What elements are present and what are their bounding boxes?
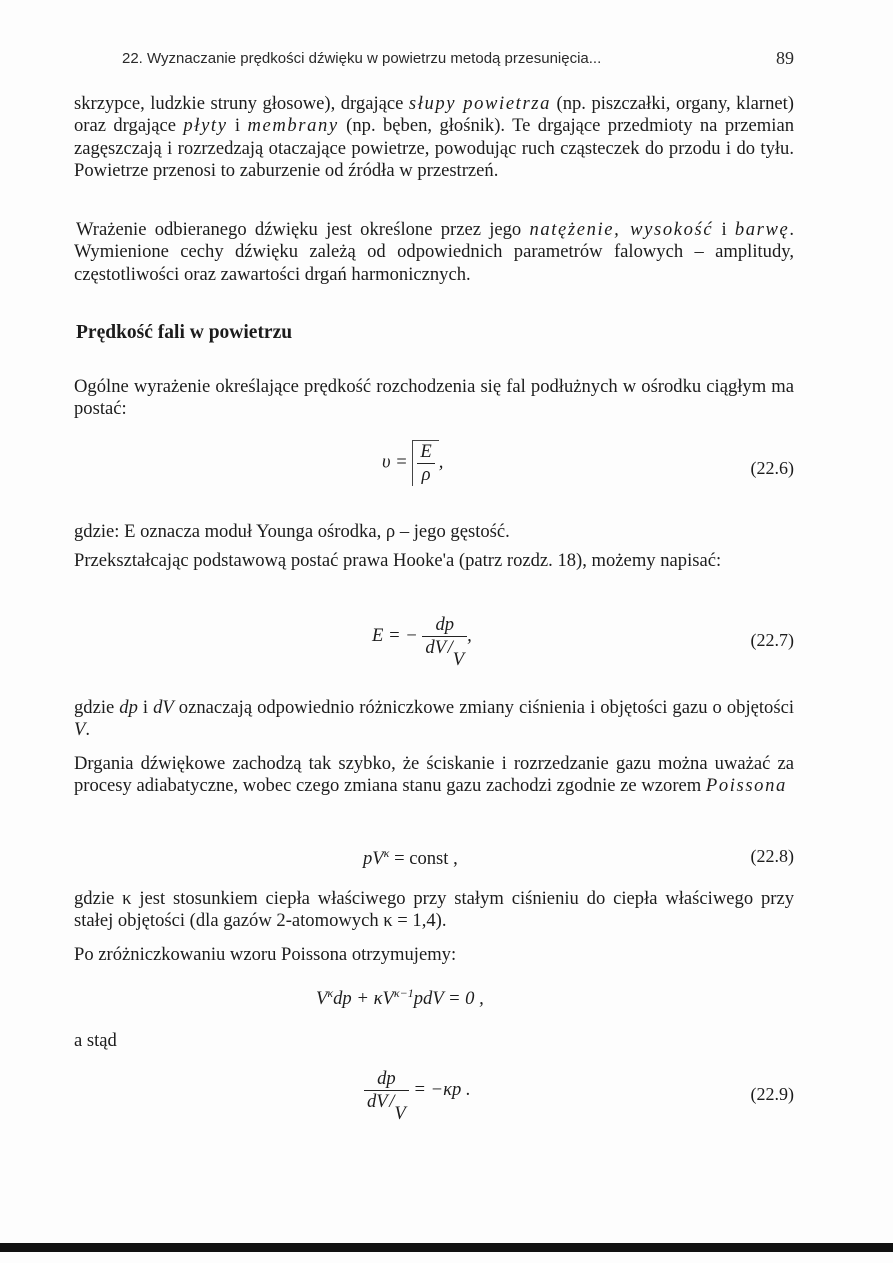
running-header — [122, 48, 794, 72]
emphasis: Poissona — [705, 775, 787, 797]
section-heading: Prędkość fali w powietrzu — [76, 322, 293, 343]
scan-edge-bar — [0, 1243, 893, 1252]
emphasis: membrany — [247, 115, 339, 137]
paragraph-10: a stąd — [74, 1030, 117, 1051]
emphasis: słupy powietrza — [408, 93, 552, 114]
sqrt: $\frac{E}{\rho}$ — [412, 440, 438, 486]
paragraph-6: gdzie dp i dV oznaczają odpowiednio różniczkowe zmiany ciśnienia i objętości gazu o objętości V. — [74, 697, 794, 741]
equation-number: (22.6) — [750, 458, 794, 478]
paragraph-7: Drgania dźwiękowe zachodzą tak szybko, że ściskanie i rozrzedzanie gazu można uważać za procesy adiabatyczne, wobec czego zmiana stanu gazu zachodzi zgodnie ze wzorem Poissona — [74, 753, 794, 797]
paragraph-4: gdzie: E oznacza moduł Younga ośrodka, ρ – jego gęstość. — [74, 521, 510, 542]
equation-22-6: υ = $\frac{E}{\rho}$ , — [382, 441, 444, 485]
paragraph-1: skrzypce, ludzkie struny głosowe), drgające słupy powietrza (np. piszczałki, organy, klarnet) oraz drgające płyty i membrany (np. bęben, głośnik). Te drgające przedmioty na przemian zagęszczają i rozrzedzają otaczające powietrze, powodując ruch cząsteczek do przodu i do tyłu. Powietrze przenosi to zaburzenie od źródła w przestrzeń. — [74, 93, 795, 181]
emphasis: natężenie, wysokość — [529, 219, 714, 240]
equation-number: (22.8) — [750, 846, 794, 866]
page-number: 89 — [776, 48, 794, 68]
emphasis: płyty — [183, 115, 228, 137]
paragraph-3: Ogólne wyrażenie określające prędkość rozchodzenia się fal podłużnych w ośrodku ciągłym ma postać: — [74, 376, 794, 420]
paragraph-5: Przekształcając podstawową postać prawa Hooke'a (patrz rozdz. 18), możemy napisać: — [74, 550, 722, 571]
equation-22-8: $pV^\kappa$ = const , — [363, 846, 458, 870]
header-title: 22. Wyznaczanie prędkości dźwięku w powietrzu metodą przesunięcia... — [122, 50, 602, 67]
paragraph-2: Wrażenie odbieranego dźwięku jest określone przez jego natężenie, wysokość i barwę. Wymienione cechy dźwięku zależą od odpowiednich parametrów falowych – amplitudy, częstotliwości oraz zawartości drgań harmonicznych. — [74, 219, 795, 285]
paragraph-8: gdzie κ jest stosunkiem ciepła właściwego przy stałym ciśnieniu do ciepła właściwego przy stałej objętości (dla gazów 2-atomowych κ = 1,4). — [74, 888, 794, 932]
equation-number: (22.9) — [750, 1084, 794, 1104]
equation-22-7: E = − $\frac{dp}{dV /V}$ , — [372, 614, 472, 670]
equation-22-9: $\frac{dp}{dV /V}$ = −κp . — [364, 1068, 471, 1113]
emphasis: barwę — [734, 219, 790, 240]
paragraph-9: Po zróżniczkowaniu wzoru Poissona otrzymujemy: — [74, 944, 457, 965]
equation-number: (22.7) — [750, 630, 794, 650]
equation-differential: $V^\kappa dp + \kappa V^{\kappa-1}pdV = 0$ , — [316, 986, 484, 1010]
